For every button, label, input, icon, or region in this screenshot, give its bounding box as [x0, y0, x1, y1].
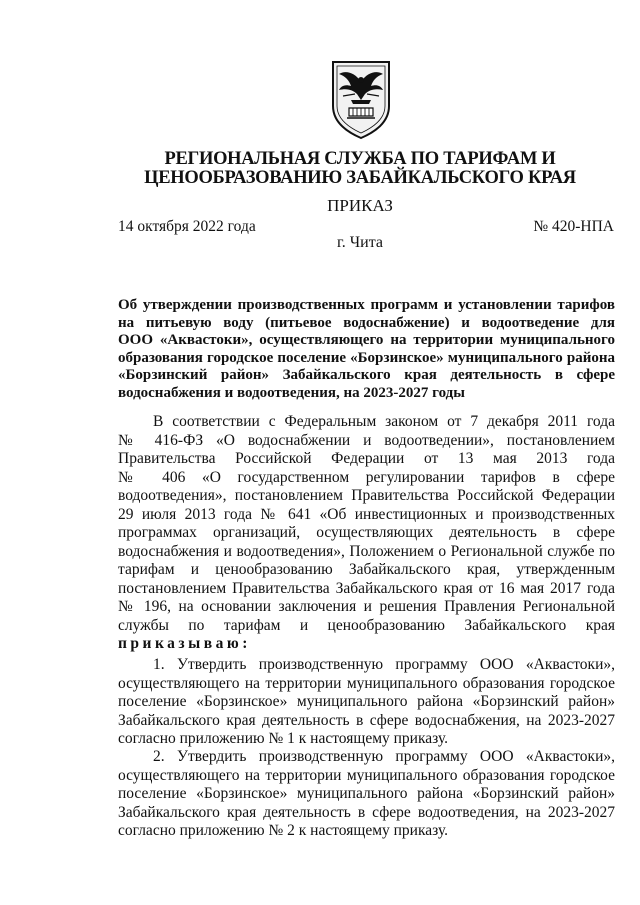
preamble-line: постановлением Правительства Забайкальского края от 16 мая 2017 года	[118, 579, 615, 597]
item-line: Забайкальского края деятельность в сфере водоснабжения, на 2023-2027	[118, 711, 615, 729]
item-line: Забайкальского края деятельность в сфере водоотведения, на 2023-2027	[118, 803, 615, 821]
preamble-line: тарифам и ценообразованию Забайкальского края, утвержденным	[118, 561, 615, 578]
item-line: согласно приложению № 1 к настоящему приказу.	[118, 730, 449, 747]
item-line: 2. Утвердить производственную программу ООО «Аквастоки»,	[153, 748, 615, 765]
preamble-line: № 406 «О государственном регулировании тарифов в сфере	[118, 468, 615, 486]
title-line: водоснабжения и водоотведения, на 2023-2027 годы	[118, 384, 465, 401]
item-line: осуществляющего на территории муниципального образования городское	[118, 674, 615, 692]
coat-of-arms-icon	[329, 60, 393, 140]
document-number: № 420-НПА	[533, 218, 614, 235]
order-item-1	[118, 656, 615, 749]
title-line: ООО «Аквастоки», осуществляющего на территории муниципального	[118, 332, 615, 349]
document-date: 14 октября 2022 года	[118, 218, 256, 235]
item-line: поселение «Борзинское» муниципального района «Борзинский район»	[118, 693, 615, 710]
title-line: «Борзинский район» Забайкальского края деятельность в сфере	[118, 367, 615, 384]
order-item-2	[118, 748, 615, 841]
preamble-line: программах организаций, осуществляющих деятельность в сфере	[118, 524, 615, 541]
preamble-line: № 416-ФЗ «О водоснабжении и водоотведении», постановлением	[118, 431, 615, 449]
item-line: осуществляющего на территории муниципального образования городское	[118, 766, 615, 784]
document-type: ПРИКАЗ	[327, 196, 393, 215]
document-title	[118, 297, 615, 403]
title-line: Об утверждении производственных программ и установлении тарифов	[118, 297, 615, 313]
preamble-paragraph	[118, 413, 615, 654]
title-line: образования городское поселение «Борзинское» муниципального района	[118, 349, 615, 366]
preamble-line: № 196, на основании заключения и решения Правления Региональной	[118, 598, 615, 615]
organization-name-line2: ЦЕНООБРАЗОВАНИЮ ЗАБАЙКАЛЬСКОГО КРАЯ	[144, 168, 576, 188]
item-line: согласно приложению № 2 к настоящему приказу.	[118, 822, 449, 839]
preamble-line: Правительства Российской Федерации от 13 мая 2013 года	[118, 450, 615, 467]
document-city: г. Чита	[336, 234, 383, 251]
order-word: приказываю:	[118, 635, 251, 652]
preamble-line: 29 июля 2013 года № 641 «Об инвестиционных и производственных	[118, 505, 615, 523]
preamble-line: водоотведения», постановлением Правительства Российской Федерации	[118, 487, 615, 504]
item-line: поселение «Борзинское» муниципального района «Борзинский район»	[118, 785, 615, 802]
title-line: на питьевую воду (питьевое водоснабжение) и водоотведение для	[118, 314, 615, 331]
preamble-line: водоснабжения и водоотведения», Положением о Региональной службе по	[118, 542, 615, 560]
organization-name-line1: РЕГИОНАЛЬНАЯ СЛУЖБА ПО ТАРИФАМ И	[164, 149, 556, 169]
preamble-line: В соответствии с Федеральным законом от 7 декабря 2011 года	[153, 413, 615, 430]
preamble-line: службы по тарифам и ценообразованию Забайкальского края	[118, 616, 615, 634]
item-line: 1. Утвердить производственную программу ООО «Аквастоки»,	[153, 656, 615, 673]
